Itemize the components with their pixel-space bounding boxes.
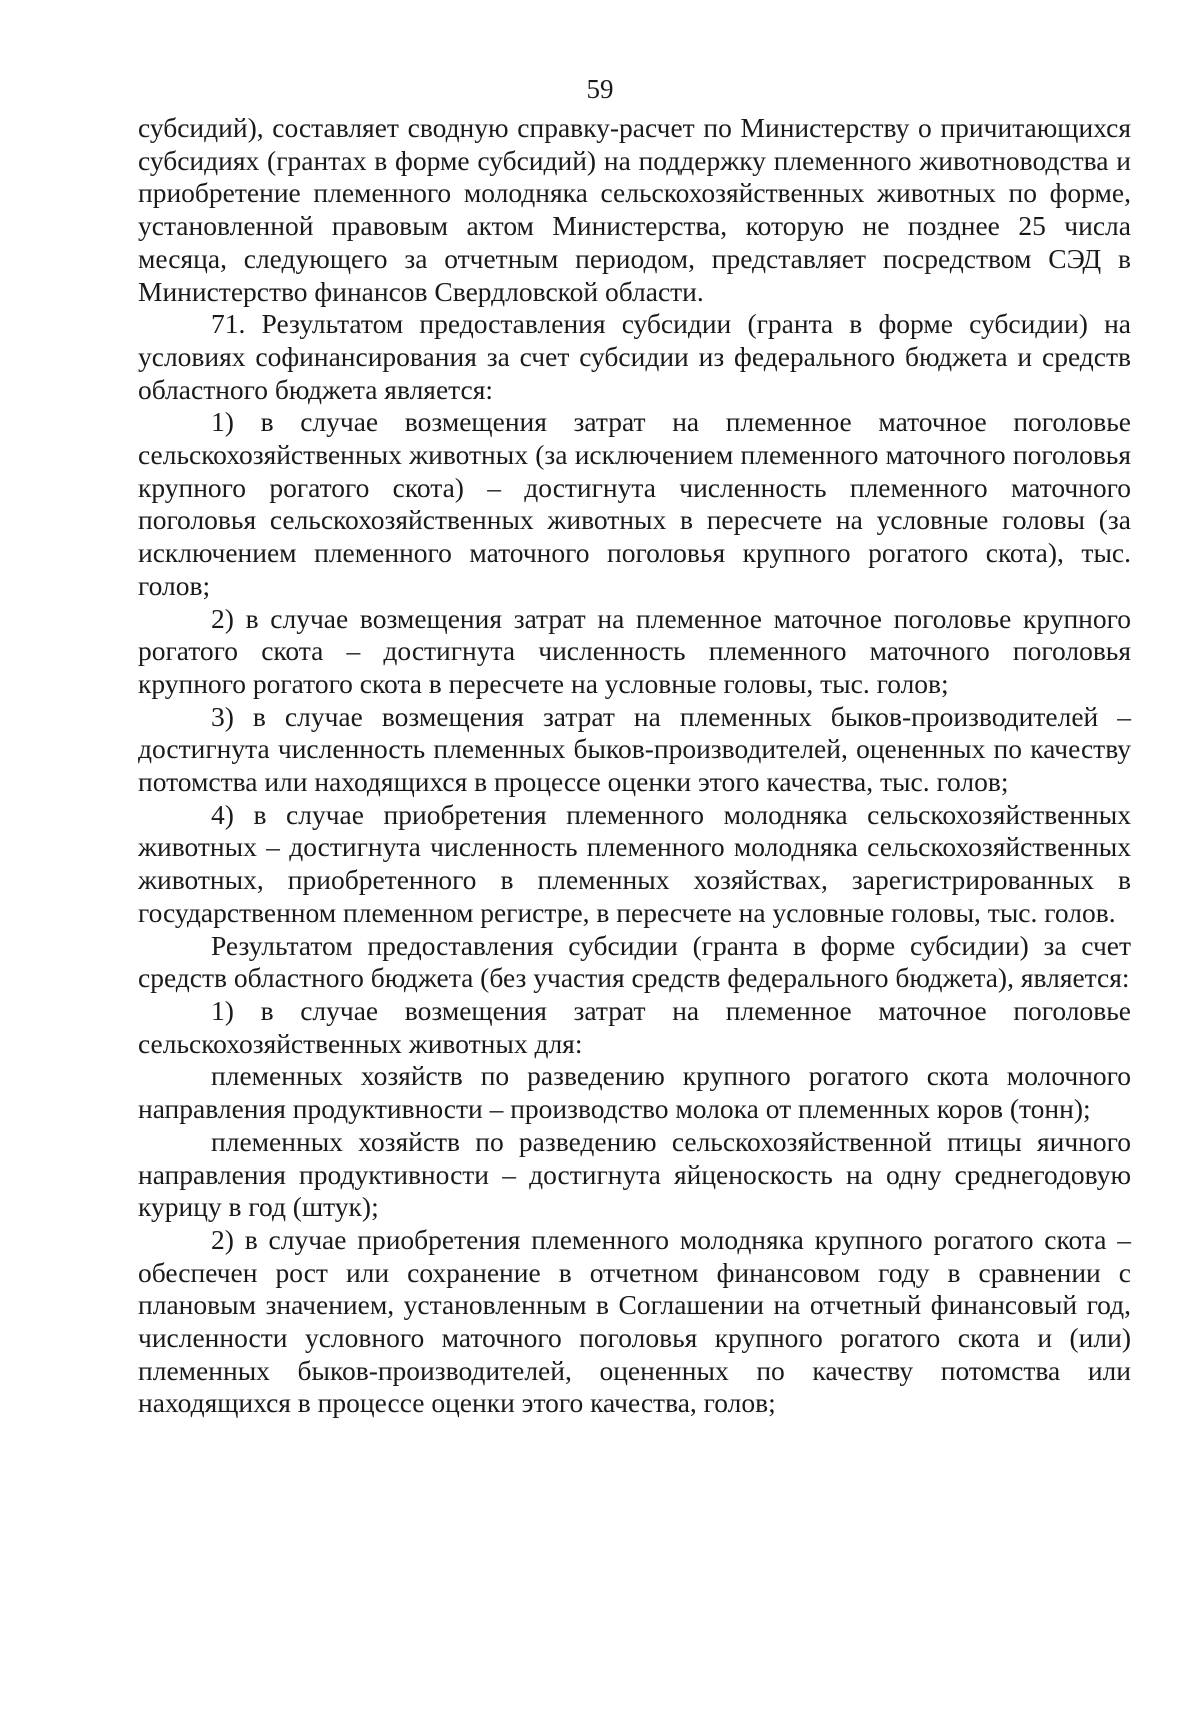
paragraph-item-4: 4) в случае приобретения племенного молодняка сельскохозяйственных животных – достигнута численность племенного молодняка сельскохозяйственных животных, приобретенного в племенных хозяйствах, зарегистрированных в государственном племенном регистре, в пересчете на условные головы, тыс. голов. <box>138 798 1131 928</box>
paragraph-poultry: племенных хозяйств по разведению сельскохозяйственной птицы яичного направления продуктивности – достигнута яйценоскость на одну среднегодовую курицу в год (штук); <box>138 1125 1131 1223</box>
paragraph-continuation: субсидий), составляет сводную справку-расчет по Министерству о причитающихся субсидиях (грантах в форме субсидий) на поддержку племенного животноводства и приобретение племенного молодняка сельскохозяйственных животных по форме, установленной правовым актом Министерства, которую не позднее 25 числа месяца, следующего за отчетным периодом, представляет посредством СЭД в Министерство финансов Свердловской области. <box>138 112 1131 307</box>
paragraph-regional-result: Результатом предоставления субсидии (гранта в форме субсидии) за счет средств областного бюджета (без участия средств федерального бюджета), является: <box>138 929 1131 994</box>
document-body <box>138 112 1131 1420</box>
paragraph-regional-item-1: 1) в случае возмещения затрат на племенное маточное поголовье сельскохозяйственных животных для: <box>138 994 1131 1059</box>
paragraph-clause-71: 71. Результатом предоставления субсидии (гранта в форме субсидии) на условиях софинансирования за счет субсидии из федерального бюджета и средств областного бюджета является: <box>138 308 1131 405</box>
paragraph-item-2: 2) в случае возмещения затрат на племенное маточное поголовье крупного рогатого скота – достигнута численность племенного маточного поголовья крупного рогатого скота в пересчете на условные головы, тыс. голов; <box>138 602 1131 699</box>
paragraph-regional-item-2: 2) в случае приобретения племенного молодняка крупного рогатого скота – обеспечен рост или сохранение в отчетном финансовом году в сравнении с плановым значением, установленным в Соглашении на отчетный финансовый год, численности условного маточного поголовья крупного рогатого скота и (или) племенных быков-производителей, оцененных по качеству потомства или находящихся в процессе оценки этого качества, голов; <box>138 1223 1131 1419</box>
paragraph-dairy-cattle: племенных хозяйств по разведению крупного рогатого скота молочного направления продуктивности – производство молока от племенных коров (тонн); <box>138 1060 1131 1125</box>
page-number: 59 <box>586 74 614 104</box>
paragraph-item-1: 1) в случае возмещения затрат на племенное маточное поголовье сельскохозяйственных животных (за исключением племенного маточного поголовья крупного рогатого скота) – достигнута численность племенного маточного поголовья сельскохозяйственных животных в пересчете на условные головы (за исключением племенного маточного поголовья крупного рогатого скота), тыс. голов; <box>138 406 1131 601</box>
paragraph-item-3: 3) в случае возмещения затрат на племенных быков-производителей – достигнута численность племенных быков-производителей, оцененных по качеству потомства или находящихся в процессе оценки этого качества, тыс. голов; <box>138 700 1131 798</box>
